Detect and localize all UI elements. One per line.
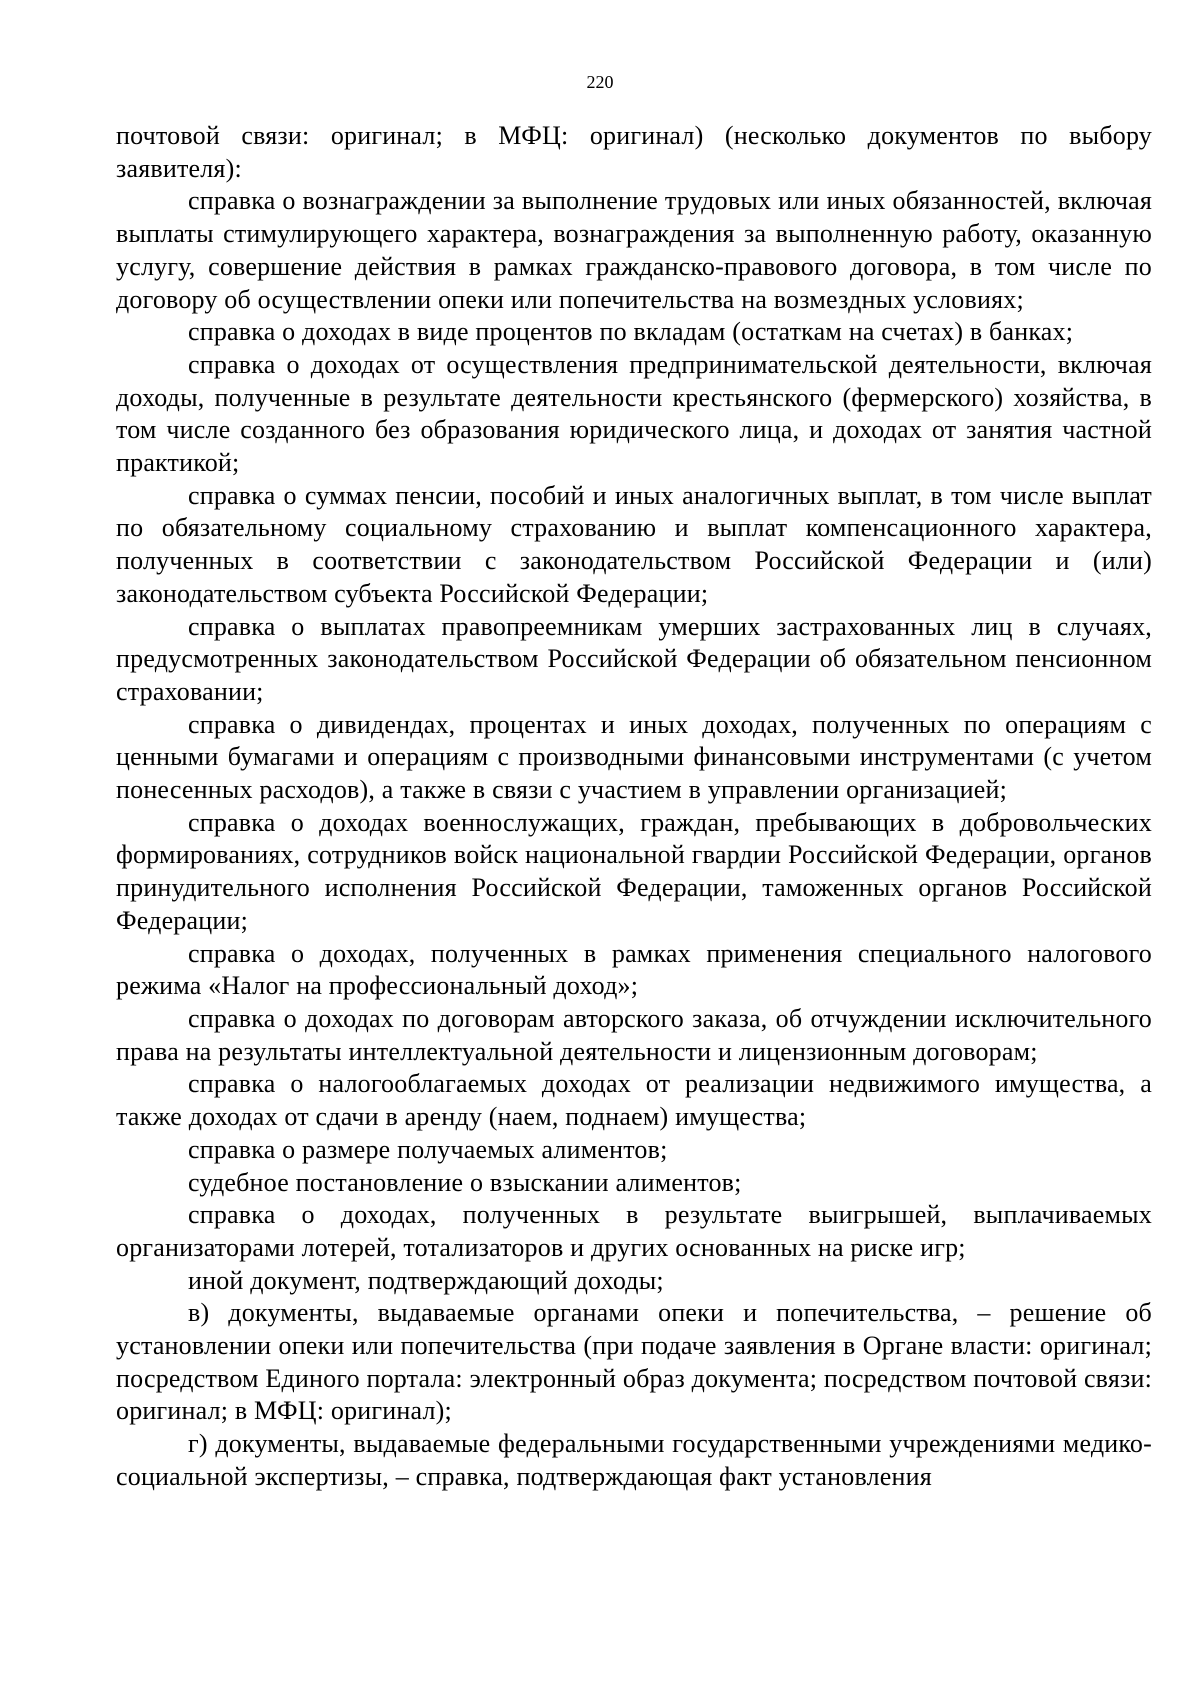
- paragraph-alimony-court-decision: судебное постановление о взыскании алиментов;: [188, 1167, 742, 1197]
- paragraph-remuneration-certificate: справка о вознаграждении за выполнение трудовых или иных обязанностей, включая выплаты стимулирующего характера, вознаграждения за выполненную работу, оказанную услугу, совершение действия в рамках гражданско-правового договора, в том числе по договору об осуществлении опеки или попечительства на возмездных условиях;: [116, 186, 1152, 314]
- paragraph-alimony-amount-certificate: справка о размере получаемых алиментов;: [188, 1134, 668, 1164]
- paragraph-successor-payments-certificate: справка о выплатах правопреемникам умерших застрахованных лиц в случаях, предусмотренных законодательством Российской Федерации об обязательном пенсионном страховании;: [116, 611, 1152, 706]
- paragraph-guardianship-documents: в) документы, выдаваемые органами опеки и попечительства, – решение об установлении опеки или попечительства (при подаче заявления в Органе власти: оригинал; посредством Единого портала: электронный образ документа; посредством почтовой связи: оригинал; в МФЦ: оригинал);: [116, 1298, 1152, 1426]
- paragraph-medical-expertise-documents: г) документы, выдаваемые федеральными государственными учреждениями медико-социальной экспертизы, – справка, подтверждающая факт установления: [116, 1429, 1152, 1491]
- paragraph-winnings-certificate: справка о доходах, полученных в результате выигрышей, выплачиваемых организаторами лотерей, тотализаторов и других основанных на риске игр;: [116, 1200, 1152, 1262]
- paragraph-continuation: почтовой связи: оригинал; в МФЦ: оригинал) (несколько документов по выбору заявителя):: [116, 121, 1152, 183]
- page-number: 220: [586, 72, 614, 92]
- paragraph-deposit-interest-certificate: справка о доходах в виде процентов по вкладам (остаткам на счетах) в банках;: [188, 317, 1074, 347]
- paragraph-dividends-certificate: справка о дивидендах, процентах и иных доходах, полученных по операциям с ценными бумагами и операциям с производными финансовыми инструментами (с учетом понесенных расходов), а также в связи с участием в управлении организацией;: [116, 709, 1152, 805]
- paragraph-military-income-certificate: справка о доходах военнослужащих, граждан, пребывающих в добровольческих формированиях, сотрудников войск национальной гвардии Российской Федерации, органов принудительного исполнения Российской Федерации, таможенных органов Российской Федерации;: [116, 807, 1152, 935]
- paragraph-pension-certificate: справка о суммах пенсии, пособий и иных аналогичных выплат, в том числе выплат по обязательному социальному страхованию и выплат компенсационного характера, полученных в соответствии с законодательством Российской Федерации и (или) законодательством субъекта Российской Федерации;: [116, 480, 1152, 608]
- paragraph-real-estate-income-certificate: справка о налогооблагаемых доходах от реализации недвижимого имущества, а также доходах от сдачи в аренду (наем, поднаем) имущества;: [116, 1069, 1152, 1132]
- paragraph-business-income-certificate: справка о доходах от осуществления предпринимательской деятельности, включая доходы, полученные в результате деятельности крестьянского (фермерского) хозяйства, в том числе созданного без образования юридического лица, и доходах от занятия частной практикой;: [116, 349, 1152, 478]
- paragraph-professional-income-tax-certificate: справка о доходах, полученных в рамках применения специального налогового режима «Налог на профессиональный доход»;: [116, 938, 1152, 1001]
- paragraph-copyright-contracts-certificate: справка о доходах по договорам авторского заказа, об отчуждении исключительного права на результаты интеллектуальной деятельности и лицензионным договорам;: [116, 1003, 1152, 1066]
- document-body: [116, 120, 1152, 1494]
- paragraph-other-income-document: иной документ, подтверждающий доходы;: [188, 1265, 664, 1295]
